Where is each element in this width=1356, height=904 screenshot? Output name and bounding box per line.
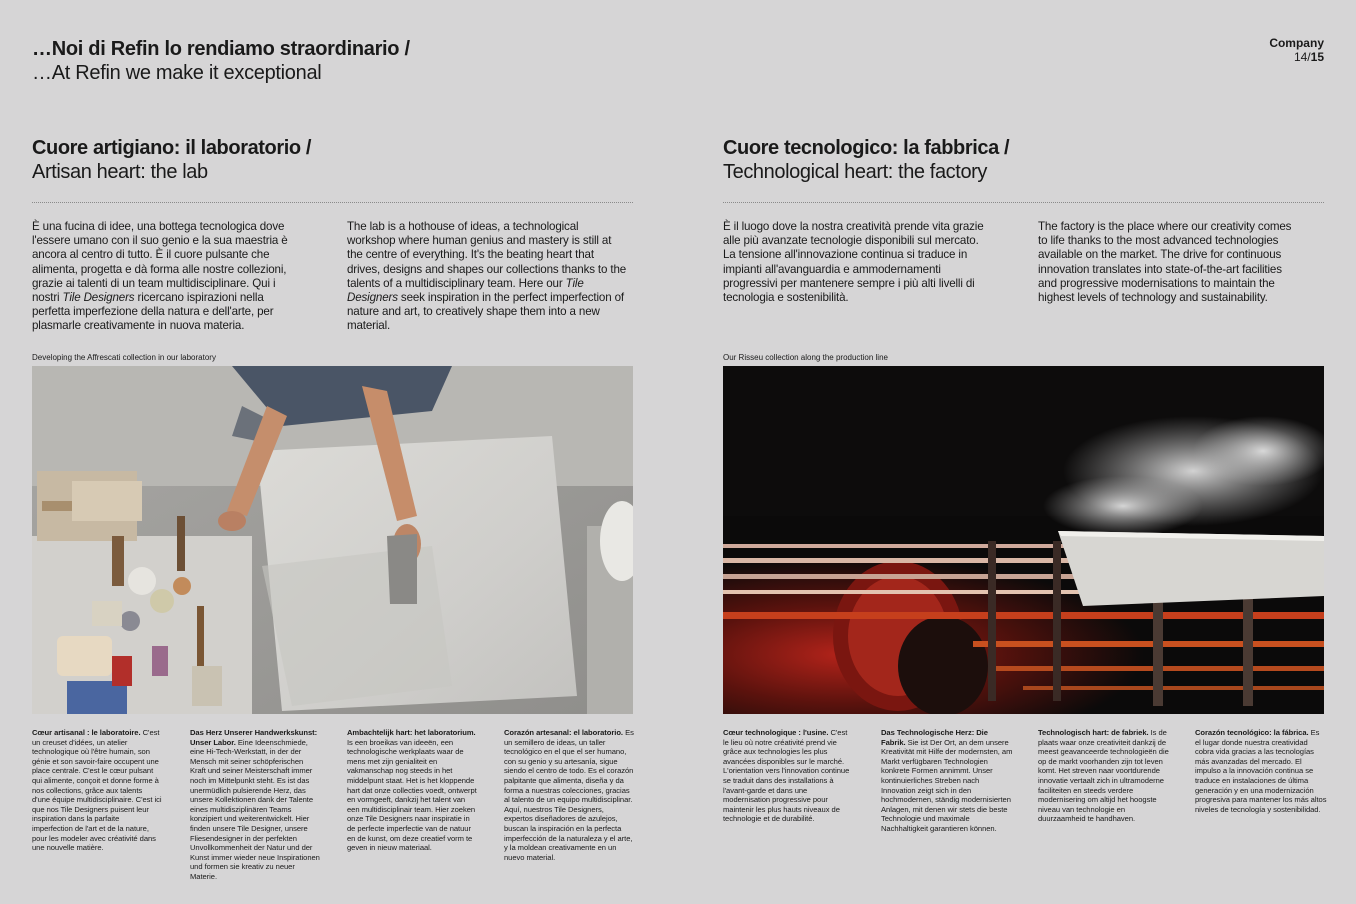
left-translation-german: Das Herz Unserer Handwerkskunst: Unser Labor. Eine Ideenschmiede, eine Hi-Tech-Werkstatt, in der der Mensch mit seiner schöpferischen Kraft und seiner Meisterschaft immer noch im Mittelpunkt steht. Es ist das unermüdlich pulsierende Herz, das unsere Kollektionen dank der Talente eines multidisziplinären Teams konzipiert und weiterentwickelt. Hier finden unsere Tile Designer, unsere Fliesendesigner in der perfekten Unvollkommenheit der Natur und der Kunst immer wieder neue Inspirationen und formen sie kreativ zu neuer Materie. — [190, 728, 320, 881]
factory-photo — [723, 366, 1324, 714]
page-current: 14/ — [1293, 50, 1311, 64]
left-photo-caption: Developing the Affrescati collection in our laboratory — [32, 353, 216, 362]
lab-photo — [32, 366, 633, 714]
right-paragraph-english: The factory is the place where our creativity comes to life thanks to the most advanced technologies available on the market. The drive for continuous innovation translates into state-of-the-art facilities and progressive modernisations to maintain the highest levels of technology and sustainability. — [1038, 220, 1292, 305]
left-paragraph-english: The lab is a hothouse of ideas, a technological workshop where human genius and mastery is still at the centre of everything. It's the beating heart that drives, designs and shapes our collections thanks to the talents of a multidisciplinary team. Here our Tile Designers seek inspiration in the perfect imperfection of nature and art, to creatively shape them into a new material. — [347, 220, 627, 333]
left-divider — [32, 202, 633, 203]
page-total: 15 — [1310, 50, 1324, 64]
right-translation-spanish: Corazón tecnológico: la fábrica. Es el lugar donde nuestra creatividad cobra vida gracias a las tecnologías más avanzadas del mercado. El impulso a la innovación continua se traduce en instalaciones de última generación y en una modernización progresiva para mantener los más altos niveles de tecnología y sostenibilidad. — [1195, 728, 1327, 814]
right-translation-french: Cœur technologique : l'usine. C'est le lieu où notre créativité prend vie grâce aux technologies les plus avancées disponibles sur le marché. L'orientation vers l'innovation continue se traduit dans des installations à l'avant-garde et dans une modernisation progressive pour maintenir les plus hauts niveaux de technologie et de durabilité. — [723, 728, 850, 824]
header-title-english: …At Refin we make it exceptional — [32, 62, 322, 84]
right-translation-dutch: Technologisch hart: de fabriek. Is de plaats waar onze creativiteit dankzij de meest geavanceerde technologieën die op de markt voorhanden zijn tot leven komt. Het streven naar voortdurende innovatie vertaalt zich in ultramoderne faciliteiten en steeds verdere modernisering om altijd het hoogste niveau van technologie en duurzaamheid te handhaven. — [1038, 728, 1169, 824]
right-divider — [723, 202, 1324, 203]
left-translation-french: Cœur artisanal : le laboratoire. C'est un creuset d'idées, un atelier technologique où l'être humain, son génie et son savoir-faire occupent une place centrale. C'est le cœur pulsant qui alimente, conçoit et donne forme à nos collections, grâce aux talents d'une équipe multidisciplinaire. C'est ici que nos Tile Designers puisent leur inspiration dans la parfaite imperfection de l'art et de la nature, pour les modeler avec créativité dans une nouvelle matière. — [32, 728, 162, 853]
right-section-title: Cuore tecnologico: la fabbrica / — [723, 137, 1010, 159]
left-translation-spanish: Corazón artesanal: el laboratorio. Es un semillero de ideas, un taller tecnológico en el que el ser humano, con su genio y su artesanía, sigue siendo el centro de todo. Es el corazón palpitante que alimenta, diseña y da forma a nuestras colecciones, gracias al talento de un equipo multidisciplinar. Aquí, nuestros Tile Designers, expertos diseñadores de azulejos, buscan la inspiración en la perfecta imperfección de la naturaleza y el arte, y la moldean creativamente en un nuevo material. — [504, 728, 634, 862]
right-paragraph-italian: È il luogo dove la nostra creatività prende vita grazie alle più avanzate tecnologie disponibili sul mercato. La tensione all'innovazione continua si traduce in impianti all'avanguardia e ammodernamenti progressivi per mantenere sempre i più alti livelli di tecnologia e sostenibilità. — [723, 220, 984, 305]
left-section-subtitle: Artisan heart: the lab — [32, 161, 208, 183]
left-paragraph-italian: È una fucina di idee, una bottega tecnologica dove l'essere umano con il suo genio e la sua maestria è ancora al centro di tutto. È il cuore pulsante che alimenta, progetta e dà forma alle nostre collezioni, grazie ai talenti di un team multidisciplinare. Qui i nostri Tile Designers ricercano ispirazioni nella perfetta imperfezione della natura e dell'arte, per plasmarle creativamente in nuova materia. — [32, 220, 288, 333]
left-section-title: Cuore artigiano: il laboratorio / — [32, 137, 312, 159]
right-section-subtitle: Technological heart: the factory — [723, 161, 988, 183]
header-title-italian: …Noi di Refin lo rendiamo straordinario / — [32, 38, 410, 60]
section-label: Company — [1269, 36, 1324, 50]
right-photo-caption: Our Risseu collection along the production line — [723, 353, 888, 362]
page-indicator — [1269, 36, 1324, 64]
left-translation-dutch: Ambachtelijk hart: het laboratorium. Is een broeikas van ideeën, een technologische werkplaats waar de mens met zijn genialiteit en vakmanschap nog steeds in het middelpunt staat. Het is het kloppende hart dat onze collecties voedt, ontwerpt en vormgeeft, dankzij het talent van een multidisciplinair team. Hier zoeken onze Tile Designers naar inspiratie in de perfecte imperfectie van de natuur en de kunst, om deze creatief vorm te geven in nieuw materiaal. — [347, 728, 477, 853]
right-translation-german: Das Technologische Herz: Die Fabrik. Sie ist Der Ort, an dem unsere Kreativität mit Hilfe der modernsten, am Markt verfügbaren Technologien konkrete Formen annimmt. Unser kontinuierliches Streben nach Innovation zeigt sich in den hochmodernen, ständig modernisierten Anlagen, mit denen wir stets die beste Technologie und maximale Nachhaltigkeit garantieren können. — [881, 728, 1013, 833]
